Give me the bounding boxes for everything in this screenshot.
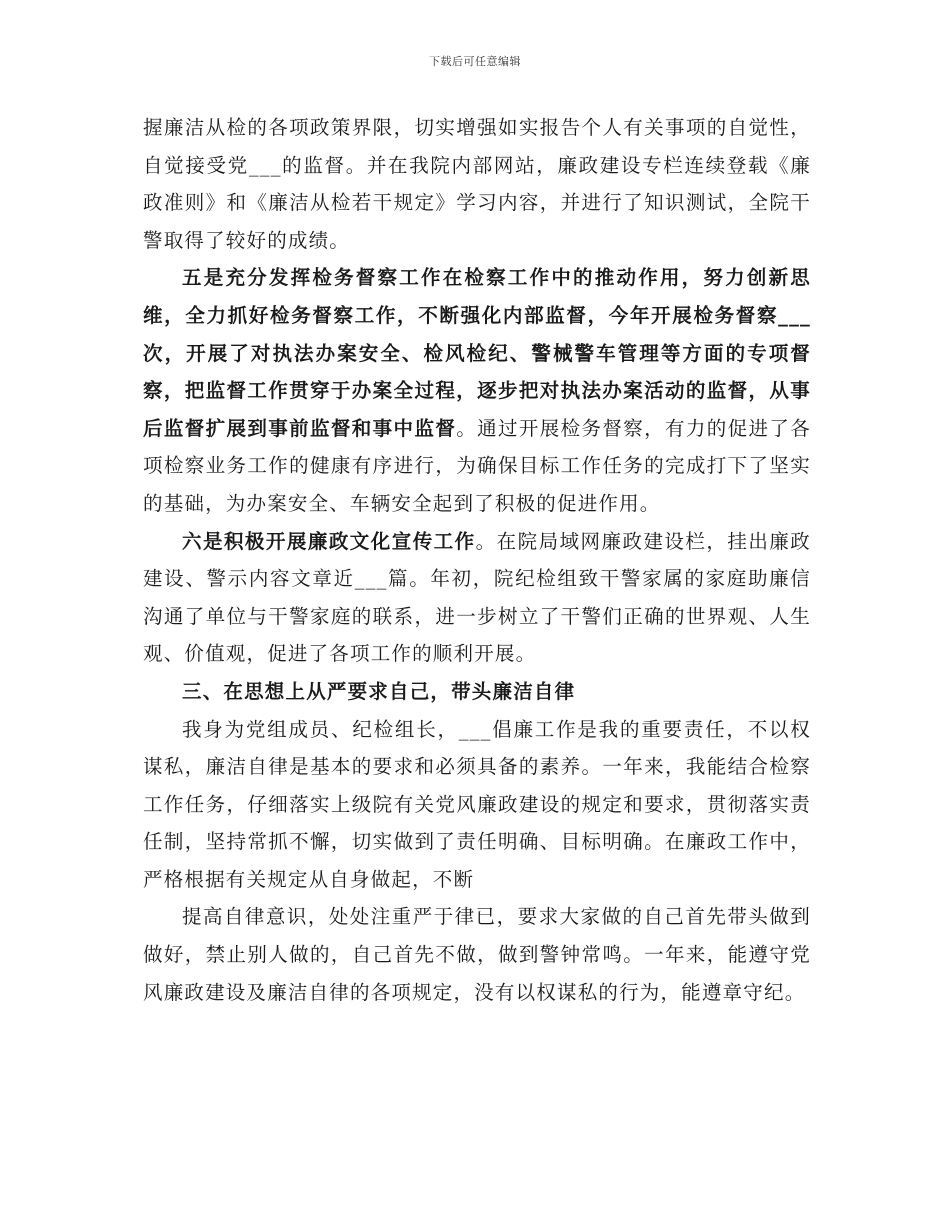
paragraph-2: [143, 259, 811, 522]
paragraph-5: 提高自律意识，处处注重严于律已，要求大家做的自己首先带头做到做好，禁止别人做的，自己首先不做，做到警钟常鸣。一年来，能遵守党风廉政建设及廉洁自律的各项规定，没有以权谋私的行为，能遵章守纪。: [143, 905, 811, 1004]
paragraph-4: 我身为党组成员、纪检组长，___倡廉工作是我的重要责任，不以权谋私，廉洁自律是基本的要求和必须具备的素养。一年来，我能结合检察工作任务，仔细落实上级院有关党风廉政建设的规定和要求，贯彻落实责任制，坚持常抓不懈，切实做到了责任明确、目标明确。在廉政工作中，严格根据有关规定从自身做起，不断: [143, 717, 811, 891]
page-header: 下载后可任意编辑: [429, 55, 521, 68]
paragraph-1: 握廉洁从检的各项政策界限，切实增强如实报告个人有关事项的自觉性，自觉接受党___的监督。并在我院内部网站，廉政建设专栏连续登载《廉政准则》和《廉洁从检若干规定》学习内容，并进行了知识测试，全院干警取得了较好的成绩。: [143, 116, 811, 252]
paragraph-2-lead: 五是充分发挥检务督察工作在检察工作中的推动作用，努力创新思维，全力抓好检务督察工作，不断强化内部监督，今年开展检务督察___次，开展了对执法办案安全、检风检纪、警械警车管理等方面的专项督察，把监督工作贯穿于办案全过程，逐步把对执法办案活动的监督，从事后监督扩展到事前监督和事中监督: [143, 266, 811, 440]
document-body: [143, 109, 811, 1011]
section-heading-3: 三、在思想上从严要求自己，带头廉洁自律: [182, 679, 576, 703]
paragraph-3: [143, 523, 811, 673]
paragraph-3-body: 。在院局域网廉政建设栏，挂出廉政建设、警示内容文章近___篇。年初，院纪检组致干警家属的家庭助廉信沟通了单位与干警家庭的联系，进一步树立了干警们正确的世界观、人生观、价值观，促进了各项工作的顺利开展。: [143, 529, 811, 666]
paragraph-3-lead: 六是积极开展廉政文化宣传工作: [182, 529, 476, 553]
paragraph-2-body: 。通过开展检务督察，有力的促进了各项检察业务工作的健康有序进行，为确保目标工作任务的完成打下了坚实的基础，为办案安全、车辆安全起到了积极的促进作用。: [143, 416, 811, 515]
